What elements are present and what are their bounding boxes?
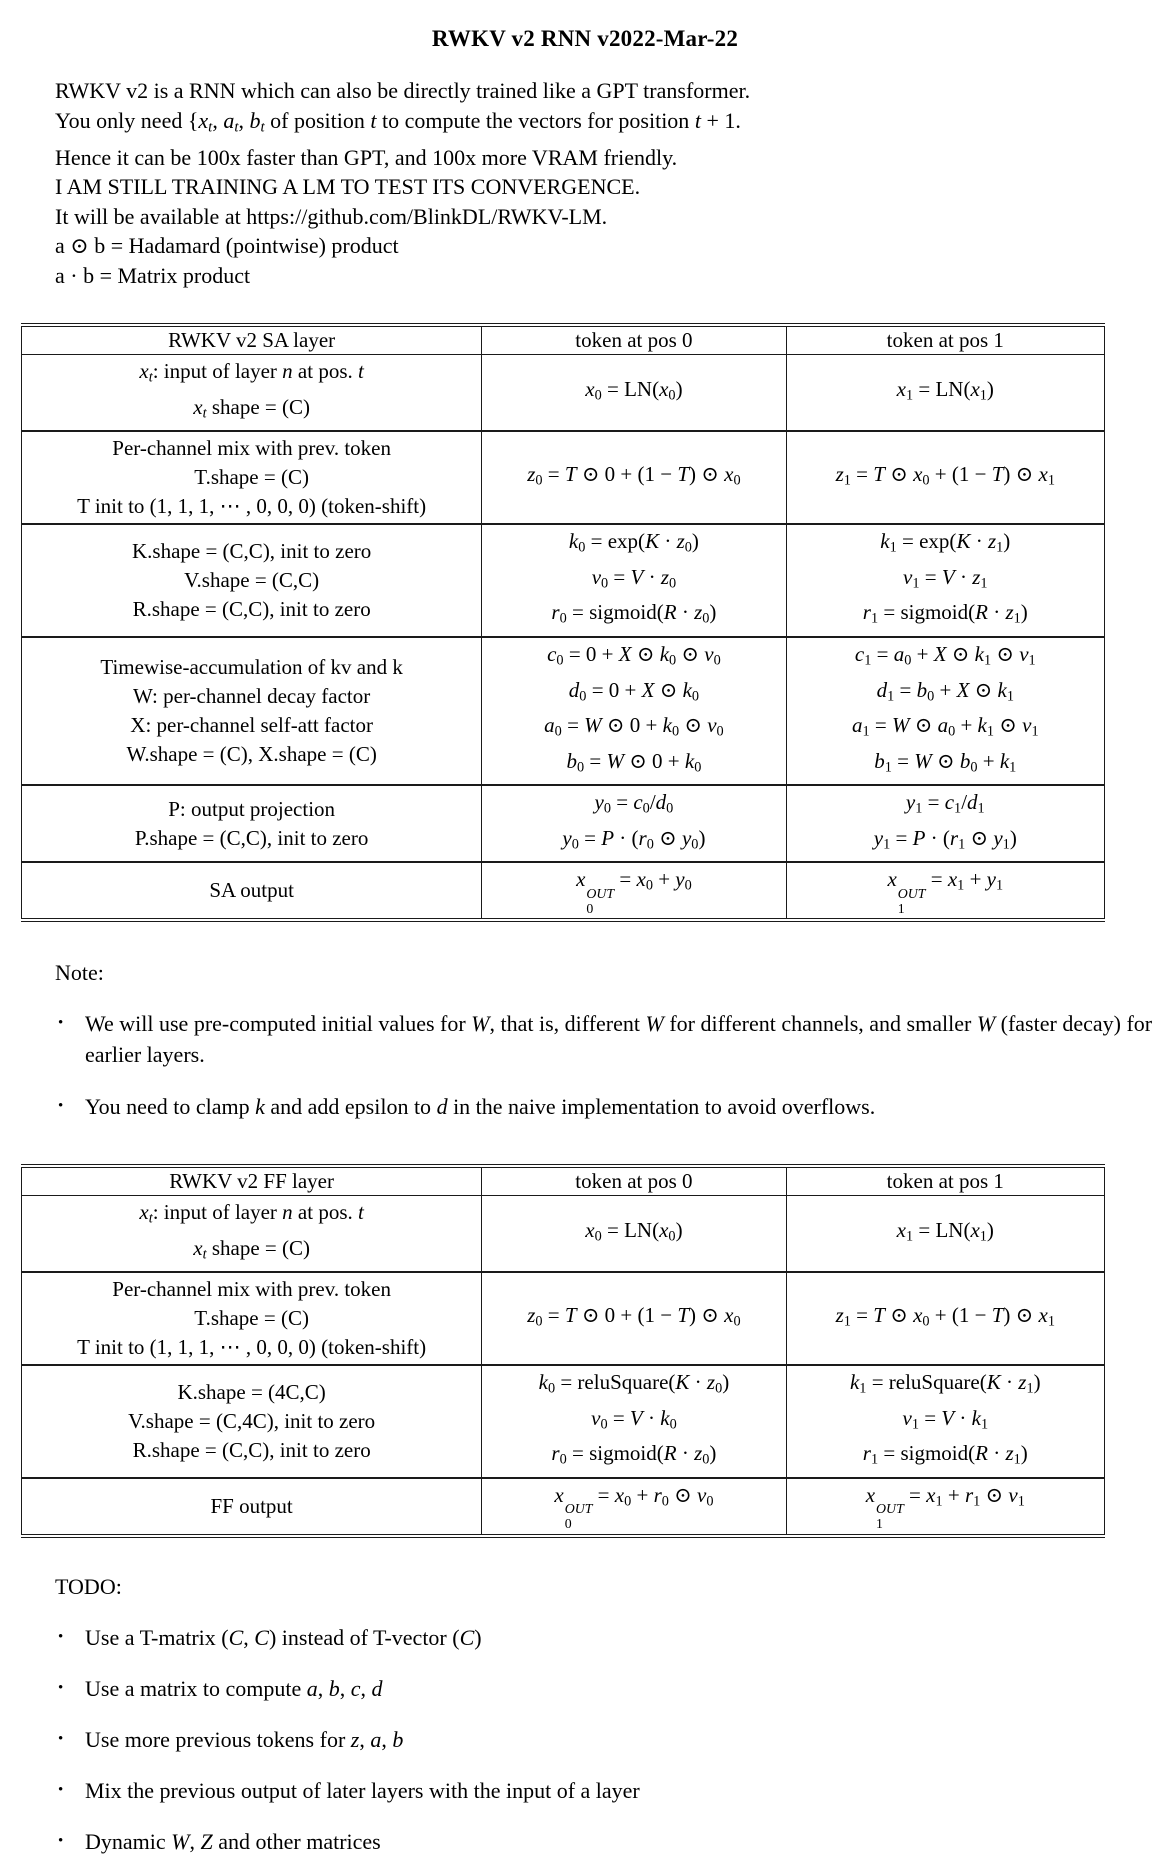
formula-cell-pos0 [482, 862, 786, 920]
equation-line: $c_0 = 0 + X$ ⊙ $k_0$ ⊙ $v_0$ [547, 642, 721, 669]
bullet-text: Dynamic W, Z and other matrices [85, 1828, 381, 1854]
bullet-icon: • [58, 1730, 64, 1747]
intro-line: You only need {$x_t$, $a_t$, $b_t$ of position t to compute the vectors for position t + 1. [55, 107, 741, 136]
equation-line: $y_0 = P \cdot (r_0$ ⊙ $y_0$) [562, 825, 706, 853]
bullet-text: Mix the previous output of later layers with the input of a layer [85, 1777, 640, 1803]
equation-line: V.shape = (C,C) [184, 568, 320, 593]
equation-line: R.shape = (C,C), init to zero [132, 597, 371, 622]
equation-line: K.shape = (C,C), init to zero [131, 539, 372, 564]
formula-cell-pos0 [482, 431, 786, 524]
formula-cell-pos0 [482, 637, 786, 785]
bullet-item [58, 1724, 1158, 1755]
equation-line: $v_0 = V \cdot z_0$ [591, 564, 677, 592]
row-label-cell [22, 785, 482, 862]
equation-line: $b_0 = W$ ⊙ $0 + k_0$ [566, 748, 702, 776]
table-row [22, 431, 1105, 524]
table-row [22, 355, 1105, 432]
bullet-item [58, 1622, 1158, 1653]
table-header-cell: token at pos 1 [786, 325, 1104, 355]
table-header-cell: RWKV v2 FF layer [22, 1166, 482, 1196]
equation-line: x OUT 1 = $x_1 + r_1$ ⊙ $v_1$ [865, 1482, 1025, 1531]
equation-line: R.shape = (C,C), init to zero [132, 1438, 371, 1463]
formula-cell-pos1 [786, 1365, 1104, 1478]
row-label-cell [22, 1365, 482, 1478]
equation-line: $k_1 = \exp(K \cdot z_1)$ [880, 529, 1011, 556]
bullet-text: Use a T-matrix (C, C) instead of T-vector (C) [85, 1624, 482, 1650]
intro-line: RWKV v2 is a RNN which can also be directly trained like a GPT transformer. [55, 78, 751, 103]
equation-line: W.shape = (C), X.shape = (C) [126, 742, 377, 767]
equation-line: K.shape = (4C,C) [177, 1380, 326, 1405]
equation-line: $a_1 = W$ ⊙ $a_0 + k_1$ ⊙ $v_1$ [851, 713, 1039, 740]
equation-line: $z_0 = T$ ⊙ 0 + (1 − T) ⊙ $x_0$ [527, 1302, 741, 1330]
page-title: RWKV v2 RNN v2022-Mar-22 [431, 26, 739, 51]
bullet-item [58, 1091, 1158, 1122]
note-heading: Note: [55, 960, 104, 986]
sa-layer-table [21, 323, 1105, 922]
equation-line: P: output projection [168, 796, 336, 821]
formula-cell-pos0 [482, 355, 786, 432]
bullet-item [58, 1826, 1158, 1857]
equation-line: $y_1 = c_1/d_1$ [905, 790, 985, 817]
table-row [22, 1196, 1105, 1273]
formula-cell-pos1 [786, 355, 1104, 432]
bullet-text: We will use pre-computed initial values for W, that is, different W for different channels, and smaller W (faster decay) for earlier layers. [85, 1011, 1153, 1068]
bullet-icon: • [58, 1098, 64, 1115]
equation-line: $x_1 = LN(x_1)$ [896, 377, 994, 404]
equation-line: $r_1$ = sigmoid(R · $z_1$) [862, 1441, 1028, 1468]
formula-cell-pos1 [786, 1478, 1104, 1536]
equation-line: $z_1 = T$ ⊙ $x_0 + (1 - T)$ ⊙ $x_1$ [835, 462, 1055, 489]
equation-line: $x_0 = LN(x_0)$ [585, 1217, 683, 1245]
equation-line: $x_t$: input of layer n at pos. t [139, 1200, 364, 1227]
equation-line: x OUT 1 = $x_1 + y_1$ [887, 867, 1004, 916]
equation-line: $z_0 = T$ ⊙ 0 + (1 − T) ⊙ $x_0$ [527, 462, 741, 489]
equation-line: $v_1 = V \cdot k_1$ [902, 1405, 989, 1433]
equation-line: T init to (1, 1, 1, ⋯ , 0, 0, 0) (token-shift) [77, 494, 427, 519]
intro-line: I AM STILL TRAINING A LM TO TEST ITS CONVERGENCE. [55, 174, 641, 200]
equation-line: $k_1$ = reluSquare(K · $z_1$) [849, 1370, 1041, 1397]
equation-line: T init to (1, 1, 1, ⋯ , 0, 0, 0) (token-shift) [77, 1335, 427, 1360]
formula-cell-pos1 [786, 1196, 1104, 1273]
bullet-item [58, 1775, 1158, 1806]
table-header-cell: token at pos 0 [482, 325, 786, 355]
table-row [22, 1478, 1105, 1536]
bullet-icon: • [58, 1781, 64, 1798]
equation-line: $c_1 = a_0 + X$ ⊙ $k_1$ ⊙ $v_1$ [854, 642, 1036, 669]
equation-line: $r_0$ = sigmoid(R · $z_0$) [551, 600, 717, 628]
table-header-cell: token at pos 0 [482, 1166, 786, 1196]
table-row [22, 1365, 1105, 1478]
formula-cell-pos1 [786, 524, 1104, 637]
todo-heading: TODO: [55, 1573, 122, 1599]
formula-cell-pos1 [786, 785, 1104, 862]
intro-paragraph [55, 76, 1155, 290]
document-page [0, 26, 1170, 1854]
intro-line: a ⊙ b = Hadamard (pointwise) product [55, 233, 399, 259]
table-row [22, 862, 1105, 920]
equation-line: x OUT 0 = $x_0 + y_0$ [576, 867, 692, 916]
intro-line: a · b = Matrix product [55, 262, 251, 288]
equation-line: $z_1 = T$ ⊙ $x_0 + (1 - T)$ ⊙ $x_1$ [835, 1302, 1055, 1330]
formula-cell-pos1 [786, 862, 1104, 920]
row-label-cell [22, 1272, 482, 1365]
equation-line: V.shape = (C,4C), init to zero [128, 1409, 376, 1434]
formula-cell-pos0 [482, 1272, 786, 1365]
equation-line: $x_t$ shape = (C) [193, 1235, 310, 1263]
bullet-item [58, 1008, 1158, 1070]
equation-line: $y_1 = P \cdot (r_1$ ⊙ $y_1$) [873, 825, 1017, 853]
equation-line: $v_1 = V \cdot z_1$ [903, 564, 988, 592]
bullet-text: You need to clamp k and add epsilon to d in the naive implementation to avoid overflows. [85, 1094, 876, 1120]
table-header-row [22, 325, 1105, 355]
equation-line: P.shape = (C,C), init to zero [134, 825, 369, 850]
note-bullet-list [58, 1008, 1158, 1122]
formula-cell-pos0 [482, 1365, 786, 1478]
equation-line: $x_0 = LN(x_0)$ [585, 377, 683, 404]
equation-line: $r_0$ = sigmoid(R · $z_0$) [551, 1441, 717, 1468]
bullet-item [58, 1673, 1158, 1704]
equation-line: T.shape = (C) [194, 1306, 309, 1331]
row-label-cell [22, 1196, 482, 1273]
row-label-cell [22, 862, 482, 920]
equation-line: $r_1$ = sigmoid(R · $z_1$) [862, 600, 1028, 628]
equation-line: $k_0 = \exp(K \cdot z_0)$ [568, 529, 699, 556]
equation-line: $y_0 = c_0/d_0$ [594, 790, 674, 817]
equation-line: $x_t$: input of layer n at pos. t [139, 359, 364, 386]
intro-line: Hence it can be 100x faster than GPT, and 100x more VRAM friendly. [55, 144, 678, 170]
equation-line: $b_1 = W$ ⊙ $b_0 + k_1$ [874, 748, 1017, 776]
bullet-text: Use a matrix to compute a, b, c, d [85, 1675, 383, 1701]
equation-line: X: per-channel self-att factor [130, 713, 373, 738]
equation-line: $k_0$ = reluSquare(K · $z_0$) [538, 1370, 730, 1397]
row-label-cell [22, 431, 482, 524]
equation-line: Per-channel mix with prev. token [112, 436, 391, 461]
equation-line: T.shape = (C) [194, 465, 309, 490]
equation-line: $d_0 = 0 + X$ ⊙ $k_0$ [568, 677, 700, 705]
equation-line: W: per-channel decay factor [133, 684, 371, 709]
formula-cell-pos1 [786, 637, 1104, 785]
table-row [22, 524, 1105, 637]
equation-line: $d_1 = b_0 + X$ ⊙ $k_1$ [876, 677, 1014, 705]
equation-line: Per-channel mix with prev. token [112, 1277, 391, 1302]
bullet-icon: • [58, 1628, 64, 1645]
todo-bullet-list [58, 1622, 1158, 1857]
table-header-cell: token at pos 1 [786, 1166, 1104, 1196]
intro-line: It will be available at https://github.com/BlinkDL/RWKV-LM. [55, 203, 608, 229]
bullet-icon: • [58, 1679, 64, 1696]
row-label-cell [22, 524, 482, 637]
formula-cell-pos0 [482, 1478, 786, 1536]
table-row [22, 785, 1105, 862]
table-header-cell: RWKV v2 SA layer [22, 325, 482, 355]
equation-line: $x_t$ shape = (C) [193, 394, 310, 422]
equation-line: SA output [209, 878, 294, 903]
bullet-text: Use more previous tokens for z, a, b [85, 1726, 404, 1752]
formula-cell-pos1 [786, 1272, 1104, 1365]
equation-line: Timewise-accumulation of kv and k [100, 655, 403, 680]
row-label-cell [22, 1478, 482, 1536]
row-label-cell [22, 355, 482, 432]
bullet-icon: • [58, 1015, 64, 1032]
formula-cell-pos0 [482, 524, 786, 637]
formula-cell-pos1 [786, 431, 1104, 524]
table-row [22, 1272, 1105, 1365]
bullet-icon: • [58, 1832, 64, 1849]
row-label-cell [22, 637, 482, 785]
formula-cell-pos0 [482, 785, 786, 862]
equation-line: $v_0 = V \cdot k_0$ [591, 1405, 677, 1433]
equation-line: FF output [210, 1493, 293, 1518]
table-header-row [22, 1166, 1105, 1196]
formula-cell-pos0 [482, 1196, 786, 1273]
table-row [22, 637, 1105, 785]
equation-line: x OUT 0 = $x_0 + r_0$ ⊙ $v_0$ [554, 1482, 714, 1531]
equation-line: $x_1 = LN(x_1)$ [896, 1217, 994, 1245]
ff-layer-table [21, 1164, 1105, 1537]
equation-line: $a_0 = W$ ⊙ $0 + k_0$ ⊙ $v_0$ [544, 713, 724, 740]
